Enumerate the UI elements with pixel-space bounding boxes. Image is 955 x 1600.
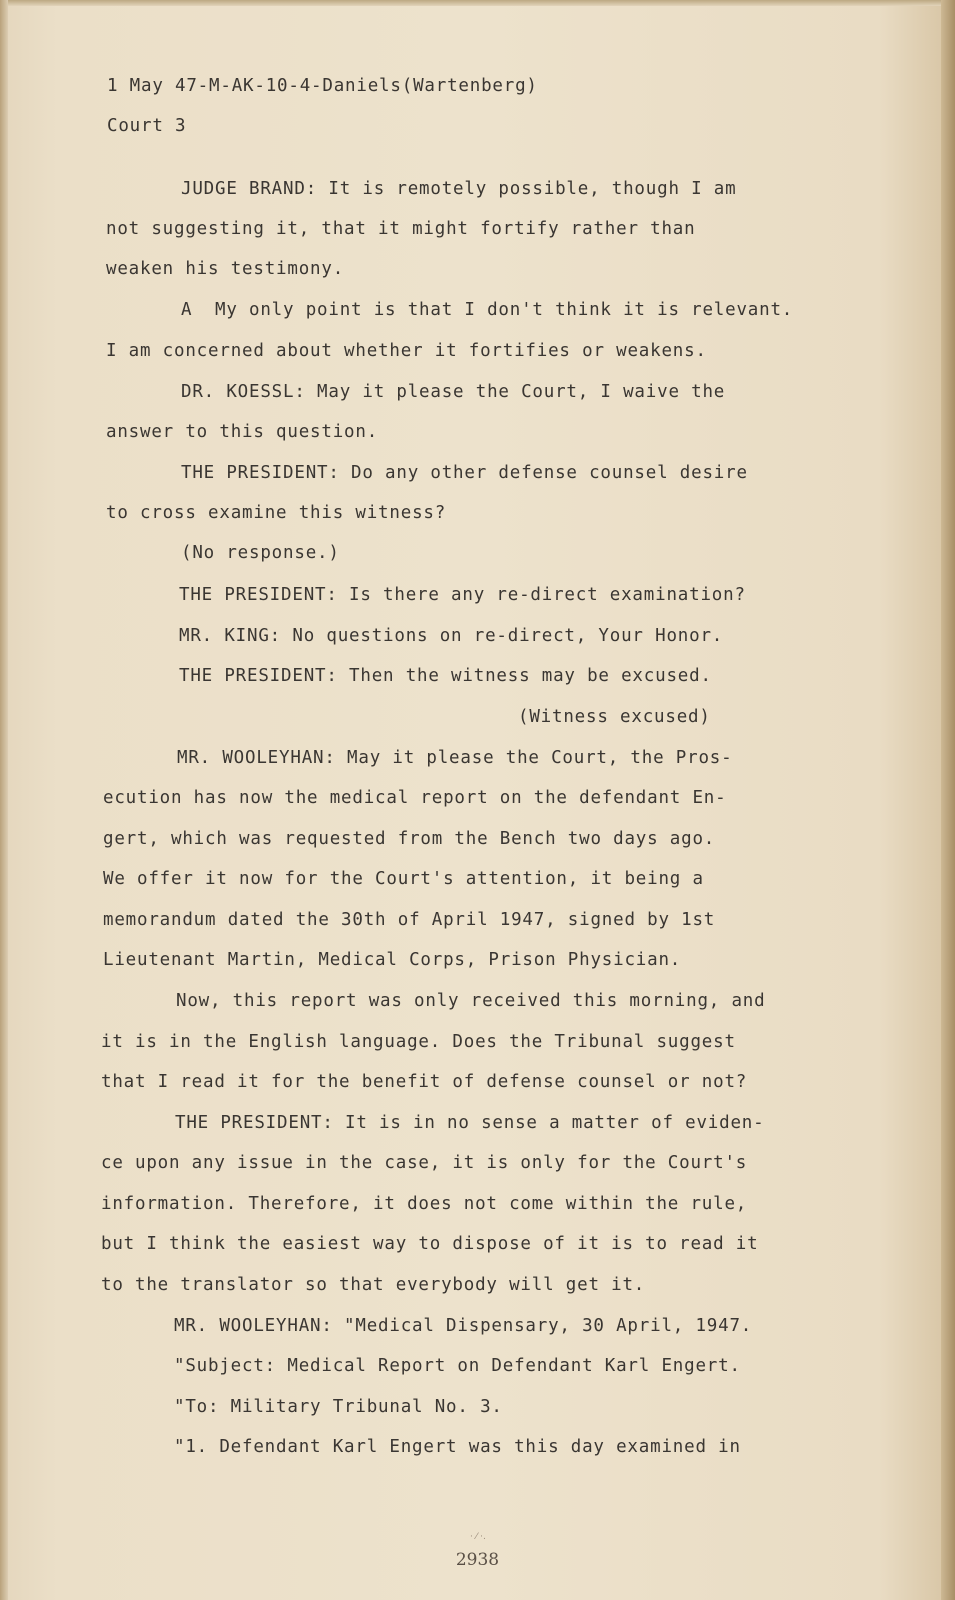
transcript-line: to cross examine this witness? [106,503,447,523]
transcript-line: answer to this question. [106,422,379,442]
transcript-line: that I read it for the benefit of defense counsel or not? [101,1072,748,1092]
transcript-line: THE PRESIDENT: It is in no sense a matter of eviden- [175,1113,765,1133]
page-left-edge [0,0,8,1600]
transcript-line: (Witness excused) [518,707,711,727]
page-right-edge [941,0,955,1600]
transcript-line: Now, this report was only received this morning, and [176,991,766,1011]
transcript-line: A My only point is that I don't think it is relevant. [181,300,794,320]
transcript-line: not suggesting it, that it might fortify rather than [106,219,696,239]
transcript-line: THE PRESIDENT: Then the witness may be excused. [179,666,712,686]
transcript-line: Lieutenant Martin, Medical Corps, Prison Physician. [103,950,682,970]
transcript-line: We offer it now for the Court's attention, it being a [103,869,704,889]
transcript-line: "To: Military Tribunal No. 3. [174,1397,503,1417]
transcript-line: gert, which was requested from the Bench two days ago. [103,829,716,849]
transcript-line: THE PRESIDENT: Do any other defense counsel desire [181,463,748,483]
transcript-line: MR. WOOLEYHAN: May it please the Court, the Pros- [177,748,733,768]
transcript-line: THE PRESIDENT: Is there any re-direct examination? [179,585,746,605]
transcript-line: ce upon any issue in the case, it is only for the Court's [101,1153,748,1173]
transcript-line: "1. Defendant Karl Engert was this day examined in [174,1437,741,1457]
transcript-line: I am concerned about whether it fortifies or weakens. [106,341,707,361]
header-court: Court 3 [107,116,187,136]
transcript-line: MR. WOOLEYHAN: "Medical Dispensary, 30 April, 1947. [174,1316,753,1336]
transcript-line: to the translator so that everybody will get it. [101,1275,646,1295]
transcript-line: (No response.) [181,543,340,563]
transcript-line: it is in the English language. Does the Tribunal suggest [101,1032,736,1052]
transcript-line: information. Therefore, it does not come within the rule, [101,1194,748,1214]
transcript-line: MR. KING: No questions on re-direct, Your Honor. [179,626,724,646]
page-number: 2938 [455,1550,500,1570]
header-reference: 1 May 47-M-AK-10-4-Daniels(Wartenberg) [107,76,538,96]
transcript-line: weaken his testimony. [106,259,345,279]
transcript-line: DR. KOESSL: May it please the Court, I waive the [181,382,726,402]
ink-smudge: · ⁄ ·. [470,1532,486,1542]
transcript-line: "Subject: Medical Report on Defendant Karl Engert. [174,1356,741,1376]
transcript-line: ecution has now the medical report on the defendant En- [103,788,727,808]
transcript-line: memorandum dated the 30th of April 1947, signed by 1st [103,910,716,930]
transcript-line: but I think the easiest way to dispose of it is to read it [101,1234,759,1254]
page-top-edge [0,0,955,6]
transcript-line: JUDGE BRAND: It is remotely possible, though I am [181,179,737,199]
